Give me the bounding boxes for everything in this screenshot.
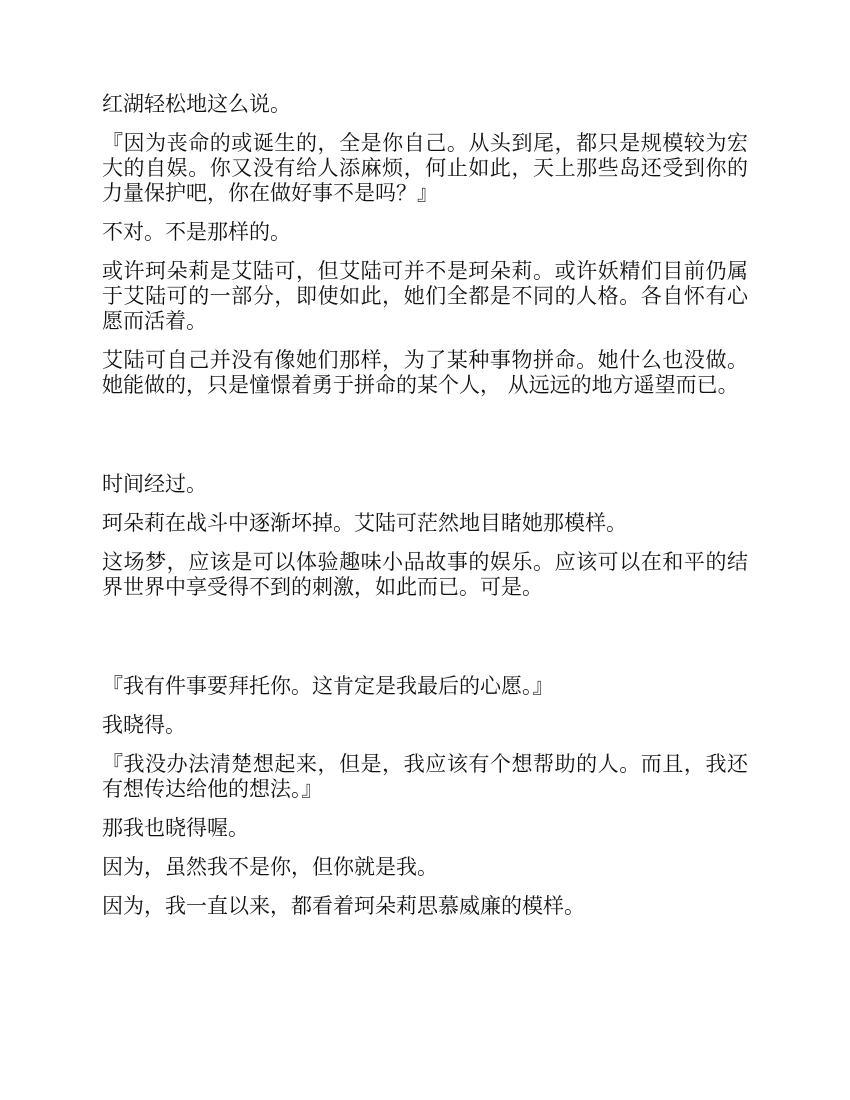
paragraph: 不对。不是那样的。 [102, 220, 291, 244]
paragraph: 我晓得。 [102, 713, 186, 737]
paragraph: 珂朵莉在战斗中逐渐坏掉。艾陆可茫然地目睹她那模样。 [102, 511, 627, 535]
paragraph: 『因为丧命的或诞生的，全是你自己。从头到尾，都只是规模较为宏大的自娱。你又没有给人添麻烦，何止如此，天上那些岛还受到你的力量保护吧，你在做好事不是吗？』 [102, 131, 748, 205]
document-page [102, 92, 748, 933]
paragraph: 因为，虽然我不是你，但你就是我。 [102, 855, 438, 879]
paragraph: 时间经过。 [102, 472, 207, 496]
paragraph: 或许珂朵莉是艾陆可，但艾陆可并不是珂朵莉。或许妖精们目前仍属于艾陆可的一部分，即使如此，她们全都是不同的人格。各自怀有心愿而活着。 [102, 259, 748, 333]
section-break [102, 412, 748, 472]
paragraph: 那我也晓得喔。 [102, 816, 249, 840]
paragraph: 红湖轻松地这么说。 [102, 92, 291, 116]
paragraph: 『我有件事要拜托你。这肯定是我最后的心愿。』 [102, 674, 554, 698]
paragraph: 艾陆可自己并没有像她们那样，为了某种事物拼命。她什么也没做。她能做的，只是憧憬着勇于拼命的某个人， 从远远的地方遥望而已。 [102, 348, 748, 397]
section-break [102, 614, 748, 674]
paragraph: 因为，我一直以来，都看着珂朵莉思慕威廉的模样。 [102, 894, 585, 918]
paragraph: 这场梦，应该是可以体验趣味小品故事的娱乐。应该可以在和平的结界世界中享受得不到的刺激，如此而已。可是。 [102, 550, 748, 599]
paragraph: 『我没办法清楚想起来，但是，我应该有个想帮助的人。而且，我还有想传达给他的想法。』 [102, 752, 748, 801]
